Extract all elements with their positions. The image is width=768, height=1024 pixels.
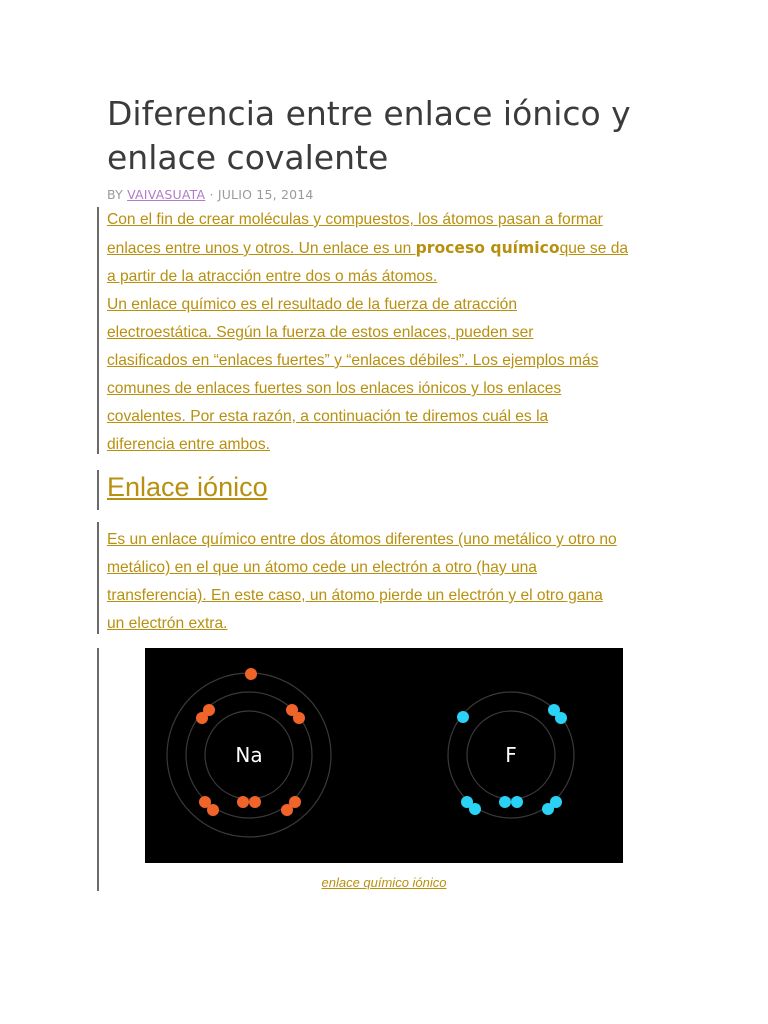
section-line-4[interactable]: un electrón extra. xyxy=(107,615,228,632)
fluorine-symbol: F xyxy=(505,743,517,767)
na-electron xyxy=(196,712,208,724)
sodium-symbol: Na xyxy=(235,743,263,767)
na-electron xyxy=(207,804,219,816)
section-line-3[interactable]: transferencia). En este caso, un átomo pierde un electrón y el otro gana xyxy=(107,587,603,604)
intro-line-3[interactable]: a partir de la atracción entre dos o más átomos. xyxy=(107,268,438,285)
na-electron xyxy=(293,712,305,724)
intro-line-6[interactable]: clasificados en “enlaces fuertes” y “enlaces débiles”. Los ejemplos más xyxy=(107,352,599,369)
f-electron xyxy=(542,803,554,815)
author-link[interactable]: VAIVASUATA xyxy=(127,187,206,202)
intro-quote-bar xyxy=(97,207,99,454)
intro-line-4[interactable]: Un enlace químico es el resultado de la fuerza de atracción xyxy=(107,296,518,313)
intro-line-8[interactable]: covalentes. Por esta razón, a continuación te diremos cuál es la xyxy=(107,408,549,425)
na-electron xyxy=(281,804,293,816)
intro-line-2a[interactable]: enlaces entre unos y otros. Un enlace es un xyxy=(107,240,416,257)
intro-line-7[interactable]: comunes de enlaces fuertes son los enlaces iónicos y los enlaces xyxy=(107,380,562,397)
intro-line-5[interactable]: electroestática. Según la fuerza de estos enlaces, pueden ser xyxy=(107,324,534,341)
figure-quote-bar xyxy=(97,648,99,891)
f-electron xyxy=(511,796,523,808)
ionic-bond-figure xyxy=(145,648,623,863)
na-electron xyxy=(237,796,249,808)
byline xyxy=(107,187,314,202)
figure-caption[interactable]: enlace químico iónico xyxy=(321,875,447,890)
post-date: JULIO 15, 2014 xyxy=(217,187,314,202)
f-electron xyxy=(499,796,511,808)
f-electron xyxy=(457,711,469,723)
section-paragraph[interactable] xyxy=(107,526,677,638)
f-electron xyxy=(469,803,481,815)
section-line-2[interactable]: metálico) en el que un átomo cede un electrón a otro (hay una xyxy=(107,559,537,576)
intro-line-9[interactable]: diferencia entre ambos. xyxy=(107,436,270,453)
atom-diagram xyxy=(145,648,623,863)
title-line-2: enlace covalente xyxy=(107,138,389,177)
sodium-electrons xyxy=(196,668,305,816)
section-quote-bar xyxy=(97,522,99,634)
intro-paragraph[interactable] xyxy=(107,206,677,459)
byline-prefix: BY xyxy=(107,187,128,202)
article-title xyxy=(107,92,707,180)
heading-quote-bar xyxy=(97,470,99,510)
byline-separator: · xyxy=(205,187,218,202)
section-heading-enlace-ionico[interactable]: Enlace iónico xyxy=(107,472,268,502)
proceso-quimico-link[interactable]: proceso químico xyxy=(415,239,560,257)
intro-line-2c[interactable]: que se da xyxy=(559,240,629,257)
na-electron xyxy=(249,796,261,808)
f-electron xyxy=(555,712,567,724)
na-electron xyxy=(245,668,257,680)
intro-line-1[interactable]: Con el fin de crear moléculas y compuestos, los átomos pasan a formar xyxy=(107,211,603,228)
section-line-1[interactable]: Es un enlace químico entre dos átomos diferentes (uno metálico y otro no xyxy=(107,531,617,548)
title-line-1: Diferencia entre enlace iónico y xyxy=(107,94,631,133)
